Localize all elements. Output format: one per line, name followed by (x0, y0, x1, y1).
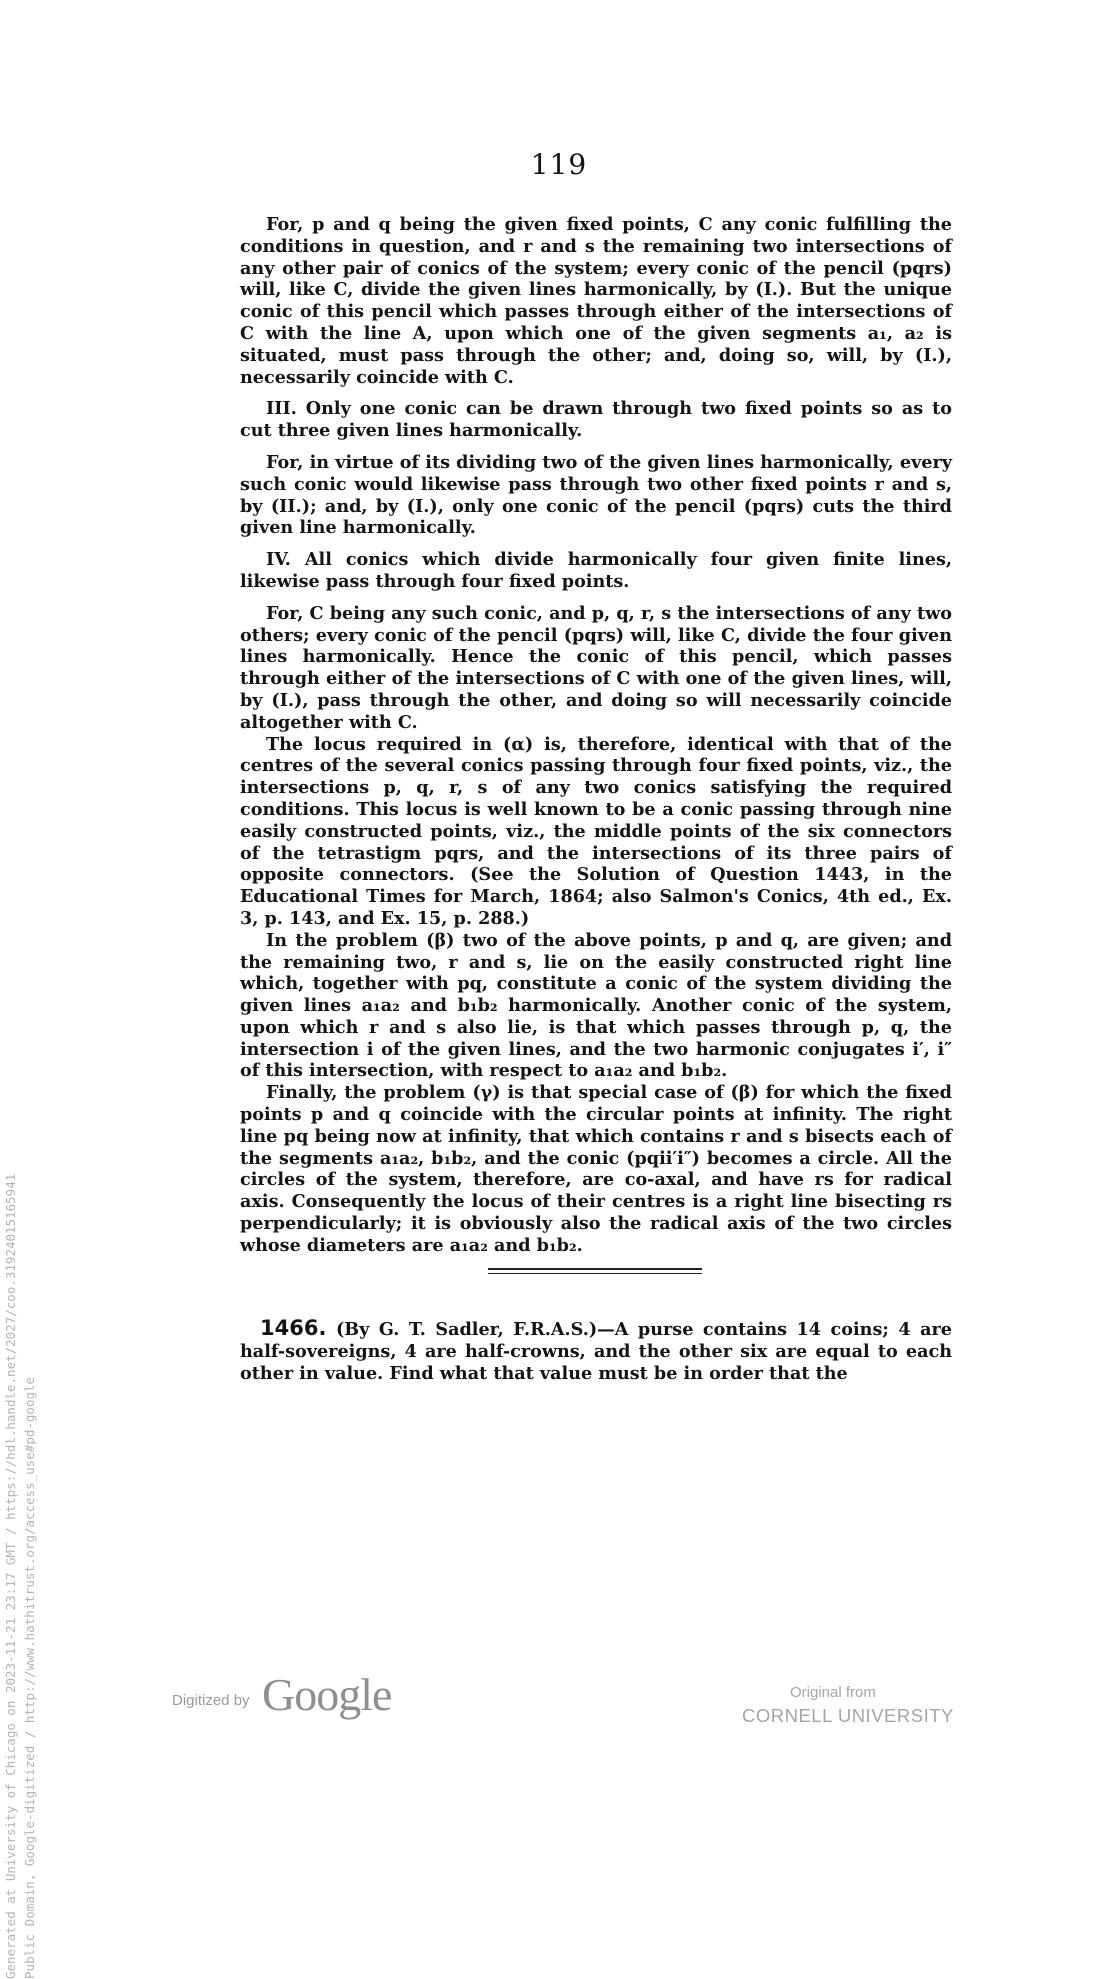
institution-name: CORNELL UNIVERSITY (742, 1705, 954, 1726)
watermark-line: Public Domain, Google-digitized / http://www.hathitrust.org/access_use#pd-google (22, 1376, 37, 1979)
digitized-by-label: Digitized by (172, 1692, 250, 1709)
paragraph: For, p and q being the given fixed points, C any conic fulfilling the conditions in question, and r and s the remaining two intersections of any other pair of conics of the system; every conic of the pencil (pqrs) will, like C, divide the given lines harmonically, by (I.). But the unique conic of this pencil which passes through either of the intersections of C with the line A, upon which one of the given segments a₁, a₂ is situated, must pass through the other; and, doing so, will, by (I.), necessarily coincide with C. (240, 214, 952, 388)
original-from-label: Original from (790, 1684, 876, 1701)
section-divider (488, 1268, 702, 1274)
body-text (240, 214, 952, 1257)
paragraph: Finally, the problem (γ) is that special case of (β) for which the fixed points p and q coincide with the circular points at infinity. The right line pq being now at infinity, that which contains r and s bisects each of the segments a₁a₂, b₁b₂, and the conic (pqii′i″) becomes a circle. All the circles of the system, therefore, are co-axal, and have rs for radical axis. Consequently the locus of their centres is a right line bisecting rs perpendicularly; it is obviously also the radical axis of the two circles whose diameters are a₁a₂ and b₁b₂. (240, 1082, 952, 1256)
page-number: 119 (530, 148, 588, 181)
hathitrust-watermark (1, 499, 39, 1979)
paragraph: For, C being any such conic, and p, q, r, s the intersections of any two others; every conic of the pencil (pqrs) will, like C, divide the four given lines harmonically. Hence the conic of this pencil, which passes through either of the intersections of C with one of the given lines, will, by (I.), pass through the other, and doing so will necessarily coincide altogether with C. (240, 602, 952, 733)
question-number: 1466. (260, 1316, 327, 1340)
question-block (240, 1318, 952, 1384)
paragraph: The locus required in (α) is, therefore, identical with that of the centres of the several conics passing through four fixed points, viz., the intersections p, q, r, s of any two conics satisfying the required conditions. This locus is well known to be a conic passing through nine easily constructed points, viz., the middle points of the six connectors of the tetrastigm pqrs, and the intersections of its three pairs of opposite connectors. (See the Solution of Question 1443, in the Educational Times for March, 1864; also Salmon's Conics, 4th ed., Ex. 3, p. 143, and Ex. 15, p. 288.) (240, 733, 952, 929)
proposition: III. Only one conic can be drawn through two fixed points so as to cut three given lines harmonically. (240, 398, 952, 442)
proposition: IV. All conics which divide harmonically four given finite lines, likewise pass through four fixed points. (240, 549, 952, 592)
paragraph: In the problem (β) two of the above points, p and q, are given; and the remaining two, r and s, lie on the easily constructed right line which, together with pq, constitute a conic of the system dividing the given lines a₁a₂ and b₁b₂ harmonically. Another conic of the system, upon which r and s also lie, is that which passes through p, q, the intersection i of the given lines, and the two harmonic conjugates i′, i″ of this intersection, with respect to a₁a₂ and b₁b₂. (240, 929, 952, 1082)
paragraph: For, in virtue of its dividing two of the given lines harmonically, every such conic would likewise pass through two other fixed points r and s, by (II.); and, by (I.), only one conic of the pencil (pqrs) cuts the third given line harmonically. (240, 451, 952, 539)
question-text: (By G. T. Sadler, F.R.A.S.)—A purse contains 14 coins; 4 are half-sovereigns, 4 are half-crowns, and the other six are equal to each other in value. Find what that value must be in order that the (240, 1319, 952, 1384)
google-logo: Google (262, 1669, 392, 1720)
watermark-line: Generated at University of Chicago on 2023-11-21 23:17 GMT / https://hdl.handle.net/2027/coo.31924015165941 (3, 1173, 18, 1979)
